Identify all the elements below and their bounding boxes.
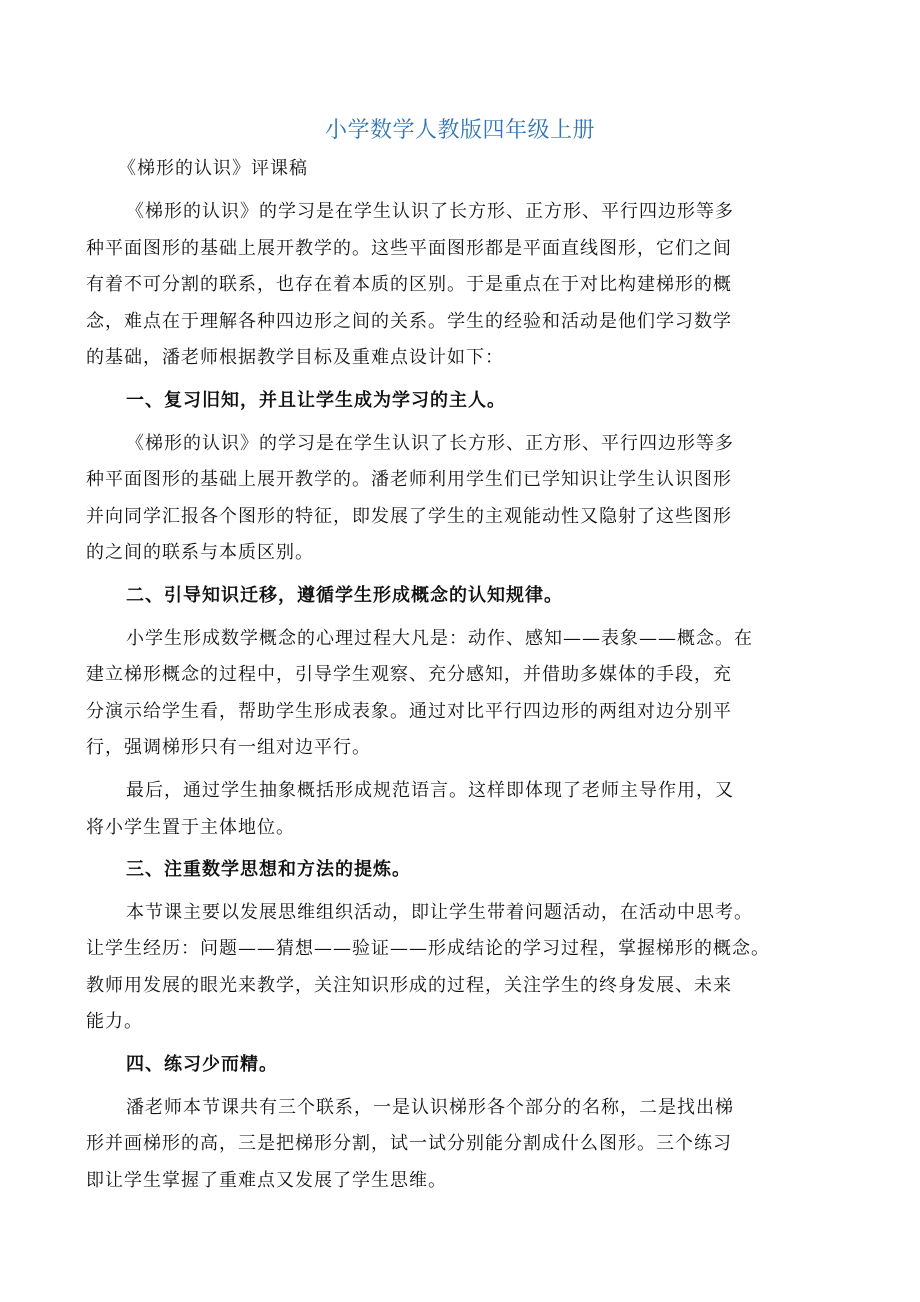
paragraph-line: 让学生经历：问题——猜想——验证——形成结论的学习过程，掌握梯形的概念。: [86, 938, 770, 960]
paragraph: [86, 426, 856, 572]
paragraph-line: 教师用发展的眼光来教学，关注知识形成的过程，关注学生的终身发展、未来: [86, 974, 732, 996]
paragraph-line: 分演示给学生看，帮助学生形成表象。通过对比平行四边形的两组对边分别平: [86, 700, 732, 722]
paragraph-line: 种平面图形的基础上展开教学的。潘老师利用学生们已学知识让学生认识图形: [86, 469, 732, 491]
paragraph-line: 潘老师本节课共有三个联系，一是认识梯形各个部分的名称，二是找出梯: [126, 1096, 734, 1118]
paragraph: [86, 194, 856, 377]
paragraph-line: 《梯形的认识》的学习是在学生认识了长方形、正方形、平行四边形等多: [126, 201, 734, 222]
paragraph-line: 即让学生掌握了重难点又发展了学生思维。: [86, 1169, 447, 1191]
paragraph: [86, 621, 856, 767]
paragraph-line: 有着不可分割的联系，也存在着本质的区别。于是重点在于对比构建梯形的概: [86, 274, 732, 296]
paragraph-line: 念，难点在于理解各种四边形之间的关系。学生的经验和活动是他们学习数学: [86, 310, 732, 332]
section-heading: 四、练习少而精。: [126, 1054, 278, 1076]
paragraph-line: 的之间的联系与本质区别。: [86, 542, 314, 564]
paragraph-line: 《梯形的认识》的学习是在学生认识了长方形、正方形、平行四边形等多: [126, 432, 734, 454]
paragraph-line: 种平面图形的基础上展开教学的。这些平面图形都是平面直线图形，它们之间: [86, 237, 732, 259]
paragraph-line: 的基础，潘老师根据教学目标及重难点设计如下：: [86, 347, 504, 369]
section-heading: 三、注重数学思想和方法的提炼。: [126, 859, 411, 881]
paragraph-line: 行，强调梯形只有一组对边平行。: [86, 737, 371, 759]
section-heading: 二、引导知识迁移，遵循学生形成概念的认知规律。: [126, 584, 563, 606]
paragraph-line: 建立梯形概念的过程中，引导学生观察、充分感知，并借助多媒体的手段，充: [86, 664, 732, 686]
paragraph-line: 形并画梯形的高，三是把梯形分割，试一试分别能分割成什么图形。三个练习: [86, 1133, 732, 1155]
paragraph-line: 将小学生置于主体地位。: [86, 816, 295, 838]
paragraph: [86, 1090, 856, 1200]
paragraph: [86, 773, 856, 846]
section-heading: 一、复习旧知，并且让学生成为学习的主人。: [126, 389, 506, 411]
paragraph: [86, 895, 856, 1041]
paragraph-line: 最后，通过学生抽象概括形成规范语言。这样即体现了老师主导作用，又: [126, 779, 734, 801]
paragraph-line: 小学生形成数学概念的心理过程大凡是：动作、感知——表象——概念。在: [126, 627, 753, 649]
paragraph-line: 并向同学汇报各个图形的特征，即发展了学生的主观能动性又隐射了这些图形: [86, 505, 732, 527]
document-title: 小学数学人教版四年级上册: [324, 118, 595, 143]
document-subtitle: 《梯形的认识》评课稿: [118, 158, 308, 179]
paragraph-line: 能力。: [86, 1011, 143, 1033]
document-body: [86, 194, 856, 1205]
paragraph-line: 本节课主要以发展思维组织活动，即让学生带着问题活动，在活动中思考。: [126, 901, 753, 923]
